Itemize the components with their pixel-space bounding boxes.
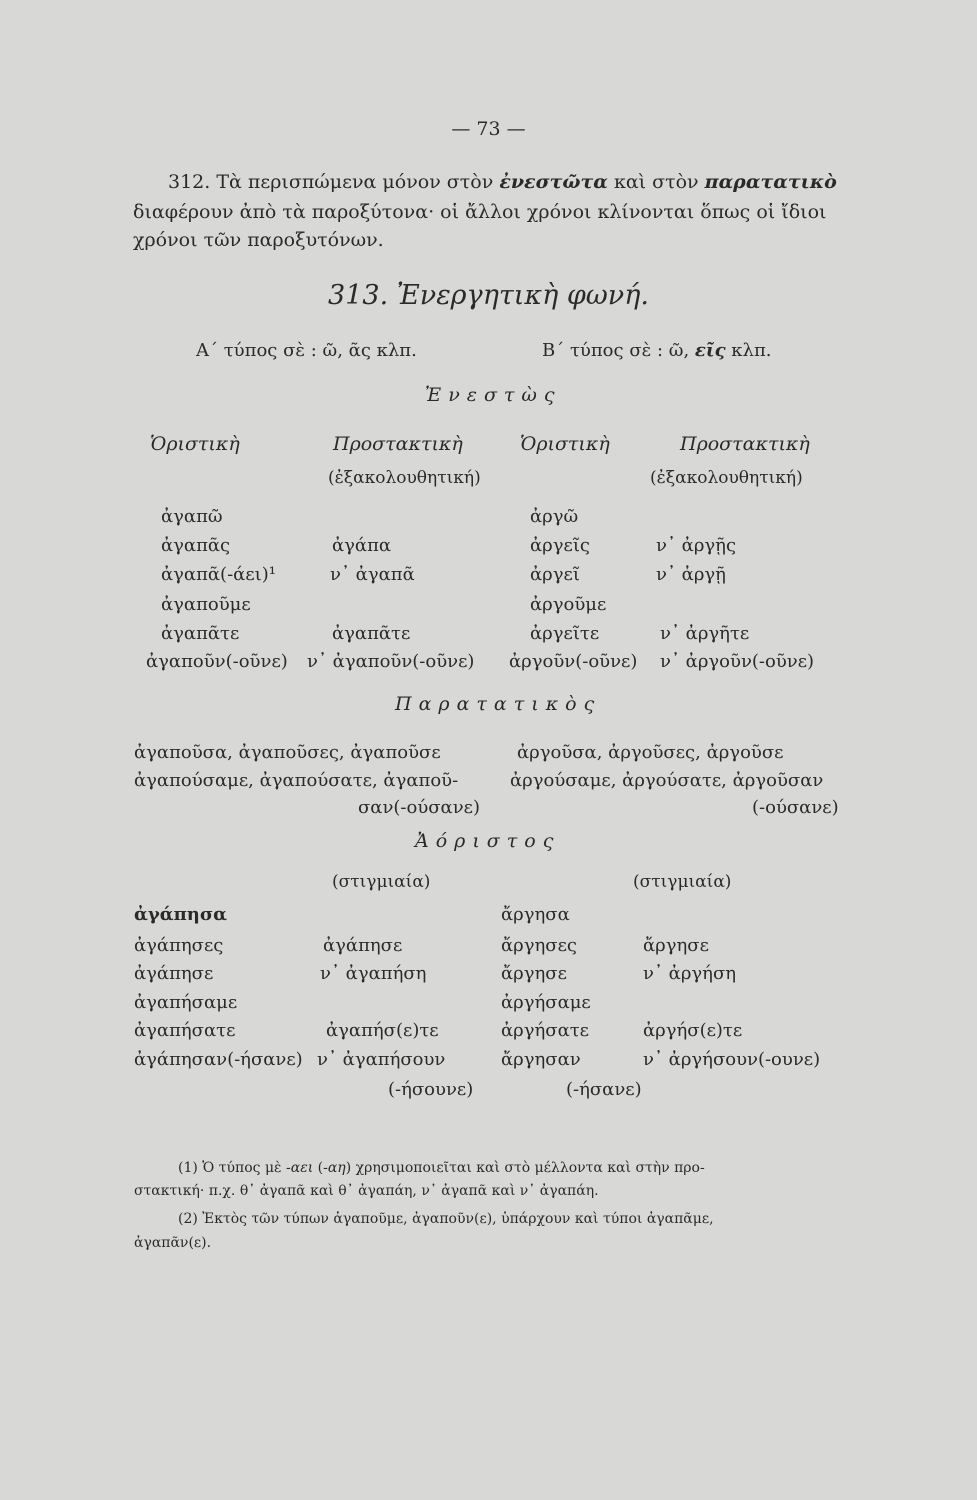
para-312-number: 312. (168, 171, 211, 193)
section-313-title: Ἐνεργητικὴ φωνή. (396, 280, 649, 311)
present-cell: ν᾿ ἀργῇς (656, 535, 737, 556)
present-cell: ἀγαπᾶτε (332, 623, 411, 644)
type-b-term: εῖς (694, 340, 726, 361)
aorist-cell: ν᾿ ἀργήση (643, 963, 737, 984)
present-cell: ἀργοῦμε (530, 594, 607, 615)
aorist-cell: ἄργησε (501, 963, 567, 984)
present-cell: ἀγαπῶ (161, 506, 223, 527)
present-cell: ν᾿ ἀγαποῦν(-οῦνε) (307, 651, 475, 672)
para-312-text-b: καὶ στὸν (613, 171, 699, 193)
present-cell: ἀργεῖς (530, 535, 590, 556)
aorist-heading: Ἀόριστος (415, 830, 561, 852)
aorist-cell: ν᾿ ἀγαπήση (320, 963, 427, 984)
para-312-term-2: παρατατικὸ (704, 171, 837, 193)
imperfect-left-line-1: ἀγαποῦσα, ἀγαποῦσες, ἀγαποῦσε (134, 742, 441, 763)
type-a-label: Α΄ τύπος σὲ : ῶ, ᾶς κλπ. (196, 340, 417, 361)
imperfect-left-line-3: σαν(-ούσανε) (358, 797, 481, 818)
present-cell: ἀγαποῦν(-οῦνε) (146, 651, 288, 672)
para-312-term-1: ἐνεστῶτα (499, 171, 608, 193)
imperfect-left-line-2: ἀγαπούσαμε, ἀγαπούσατε, ἀγαποῦ- (134, 770, 459, 791)
present-cell: ἀργεῖτε (530, 623, 600, 644)
aorist-cell: ἄργησε (643, 935, 709, 956)
present-heading: Ἐνεστὼς (425, 384, 562, 406)
type-b-prefix: Β΄ τύπος σὲ : ῶ, (542, 340, 690, 361)
aorist-cell: ἀγάπησαν(-ήσανε) (134, 1049, 303, 1070)
aorist-cell: ἀγάπησες (134, 935, 224, 956)
footnote-1-text-a: (1) Ὁ τύπος μὲ (178, 1160, 282, 1176)
aorist-cell: ἄργησες (501, 935, 577, 956)
aorist-cell: ἀγαπήσ(ε)τε (326, 1020, 439, 1041)
present-col-head-1: Ὁριστικὴ (150, 433, 240, 455)
footnote-1-line-2: στακτική· π.χ. θ᾿ ἀγαπᾶ καὶ θ᾿ ἀγαπάη, ν᾿ ἀγαπᾶ καὶ ν᾿ ἀγαπάη. (134, 1183, 599, 1199)
present-cell: ν᾿ ἀγαπᾶ (330, 564, 415, 585)
present-cell: ν᾿ ἀργῆτε (660, 623, 750, 644)
aorist-tail-right: (-ήσανε) (566, 1079, 642, 1100)
section-313-heading (0, 280, 977, 311)
footnote-2-line-2: ἀγαπᾶν(ε). (134, 1235, 212, 1251)
aorist-cell: ἄργησα (501, 904, 570, 925)
present-col-head-4: Προστακτικὴ (680, 433, 810, 455)
footnote-1-term-2: -αη (323, 1160, 346, 1176)
present-cell: ἀγαπᾶτε (161, 623, 240, 644)
present-cell: ἀγαποῦμε (161, 594, 251, 615)
aorist-cell: ἀγαπήσατε (134, 1020, 236, 1041)
type-b-suffix: κλπ. (731, 340, 772, 361)
footnote-1-term-1: -αει (286, 1160, 314, 1176)
imperfect-right-line-1: ἀργοῦσα, ἀργοῦσες, ἀργοῦσε (517, 742, 784, 763)
present-cell: ἀγάπα (332, 535, 392, 556)
present-cell: ν᾿ ἀργοῦν(-οῦνε) (660, 651, 815, 672)
footnote-1-paren: ( (317, 1160, 324, 1176)
aorist-cell: ἀγάπησε (323, 935, 403, 956)
type-b-label (542, 340, 772, 361)
imperfect-right-line-3: (-ούσανε) (752, 797, 839, 818)
present-cell: ἀργῶ (530, 506, 579, 527)
aorist-sub-1: (στιγμιαία) (332, 872, 431, 892)
para-312-line-3: χρόνοι τῶν παροξυτόνων. (133, 229, 384, 251)
para-312-line-2: διαφέρουν ἀπὸ τὰ παροξύτονα· οἱ ἄλλοι χρόνοι κλίνονται ὅπως οἱ ἴδιοι (133, 201, 827, 223)
present-cell: ἀγαπᾶς (161, 535, 231, 556)
footnote-1-text-b: ) χρησιμοποιεῖται καὶ στὸ μέλλοντα καὶ στὴν προ- (345, 1160, 705, 1176)
imperfect-right-line-2: ἀργούσαμε, ἀργούσατε, ἀργοῦσαν (510, 770, 824, 791)
aorist-cell: ἀγάπησα (134, 904, 227, 925)
footnote-2-line-1: (2) Ἐκτὸς τῶν τύπων ἀγαποῦμε, ἀγαποῦν(ε), ὑπάρχουν καὶ τύποι ἀγαπᾶμε, (178, 1211, 714, 1227)
present-cell: ἀργεῖ (530, 564, 580, 585)
imperfect-heading: Παρατατικὸς (395, 693, 602, 715)
aorist-cell: ν᾿ ἀγαπήσουν (317, 1049, 446, 1070)
aorist-cell: ἀργήσατε (501, 1020, 590, 1041)
aorist-cell: ἄργησαν (501, 1049, 581, 1070)
aorist-cell: ἀργήσ(ε)τε (643, 1020, 743, 1041)
present-sub-2: (ἐξακολουθητική) (650, 468, 803, 488)
aorist-cell: ν᾿ ἀργήσουν(-ουνε) (643, 1049, 821, 1070)
aorist-sub-2: (στιγμιαία) (633, 872, 732, 892)
footnote-1-line-1 (178, 1157, 705, 1179)
para-312-line-1 (168, 168, 837, 197)
present-sub-1: (ἐξακολουθητική) (328, 468, 481, 488)
present-col-head-2: Προστακτικὴ (333, 433, 463, 455)
aorist-tail-left: (-ήσουνε) (388, 1079, 474, 1100)
aorist-cell: ἀγαπήσαμε (134, 992, 238, 1013)
present-cell: ἀργοῦν(-οῦνε) (509, 651, 638, 672)
aorist-cell: ἀργήσαμε (501, 992, 591, 1013)
present-cell: ν᾿ ἀργῇ (656, 564, 726, 585)
section-313-number: 313. (328, 280, 389, 311)
present-cell: ἀγαπᾶ(-άει)¹ (161, 564, 276, 585)
aorist-cell: ἀγάπησε (134, 963, 214, 984)
page-number: — 73 — (451, 118, 526, 140)
para-312-text-a: Τὰ περισπώμενα μόνον στὸν (216, 171, 494, 193)
present-col-head-3: Ὁριστικὴ (520, 433, 610, 455)
